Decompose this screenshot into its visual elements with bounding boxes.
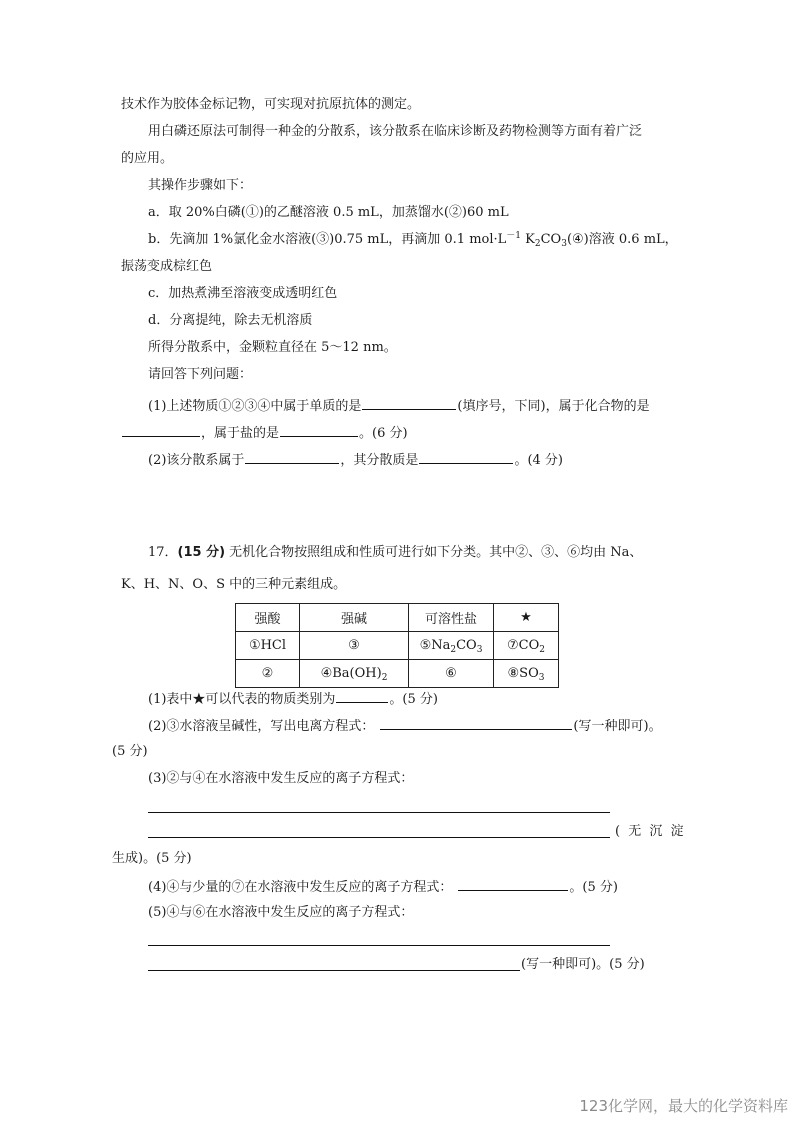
table-header-row (236, 604, 559, 632)
q17-sub4-text-a: (4)④与少量的⑦在水溶液中发生反应的离子方程式： (148, 880, 453, 895)
q17-stem-text-a: 无机化合物按照组成和性质可进行如下分类。其中②、③、⑥均由 Na、 (225, 545, 643, 560)
step-b-sub1: 2 (534, 239, 541, 249)
q17-sub4-text-b: 。(5 分) (569, 880, 618, 895)
q16-sub2 (148, 451, 563, 469)
q16-step-b-continued: 振荡变成棕红色 (121, 259, 213, 274)
cell-subscript: 2 (450, 645, 457, 655)
q17-sub3-line3: 生成)。(5 分) (112, 851, 192, 866)
answer-blank-compounds[interactable] (122, 424, 200, 437)
q16-paragraph2-line1: 用白磷还原法可制得一种金的分散系，该分散系在临床诊断及药物检测等方面有着广泛 (148, 124, 643, 139)
cell-text: ⑧SO (507, 666, 539, 681)
q16-sub1-line2 (121, 424, 408, 442)
table-cell (236, 660, 300, 688)
answer-line-sub3-2[interactable] (148, 837, 610, 838)
cell-subscript: 2 (539, 645, 545, 655)
q16-sub1-text-b: (填序号，下同)，属于化合物的是 (457, 399, 650, 414)
step-b-text1: b．先滴加 1%氯化金水溶液(③)0.75 mL，再滴加 0.1 mol·L (148, 232, 507, 247)
q16-sub2-text-c: 。(4 分) (514, 453, 563, 468)
q16-steps-intro: 其操作步骤如下： (148, 178, 253, 193)
table-row (236, 660, 559, 688)
q17-sub2-line2: (5 分) (112, 744, 148, 759)
cell-subscript: 2 (381, 673, 388, 683)
answer-blank-star-category[interactable] (336, 690, 388, 703)
table-cell (300, 632, 409, 660)
q16-result: 所得分散系中，金颗粒直径在 5～12 nm。 (148, 340, 397, 355)
table-cell (409, 660, 494, 688)
answer-blank-dispersed-phase[interactable] (419, 451, 513, 464)
answer-blank-dispersion-type[interactable] (245, 451, 339, 464)
table-cell (300, 660, 409, 688)
q17-sub3-text-b: ( 无 沉 淀 (615, 824, 686, 839)
q17-sub1 (148, 690, 438, 708)
step-b-text3: CO (540, 232, 562, 247)
q17-sub2-text-b: (写一种即可)。 (573, 719, 662, 734)
watermark: 123化学网，最大的化学资料库 (579, 1097, 788, 1115)
header-strong-base: 强碱 (300, 604, 409, 632)
q17-stem-line2: K、H、N、O、S 中的三种元素组成。 (121, 577, 347, 592)
q16-sub2-text-b: ，其分散质是 (340, 453, 419, 468)
q17-score: (15 分) (177, 545, 226, 560)
step-b-sub2: 3 (561, 239, 567, 249)
cell-text: ② (261, 666, 274, 681)
q17-sub1-text-b: 。(5 分) (389, 692, 438, 707)
q17-sub3-line1: (3)②与④在水溶液中发生反应的离子方程式： (148, 771, 414, 786)
cell-subscript: 3 (476, 645, 483, 655)
q17-stem-line1 (148, 545, 642, 561)
table-cell (494, 660, 559, 688)
cell-text: ⑤Na (419, 638, 451, 653)
cell-text: ⑦CO (507, 638, 540, 653)
cell-text: ④Ba(OH) (320, 666, 382, 681)
header-star-icon: ★ (494, 604, 559, 632)
cell-text: ⑥ (445, 666, 457, 681)
answer-line-sub5-2[interactable] (148, 970, 520, 971)
step-b-text2: K (521, 232, 535, 247)
table-cell (409, 632, 494, 660)
cell-subscript: 3 (538, 673, 545, 683)
table-cell (494, 632, 559, 660)
q16-step-d: d．分离提纯，除去无机溶质 (148, 313, 313, 328)
cell-text: CO (456, 638, 477, 653)
answer-blank-salts[interactable] (280, 424, 358, 437)
q17-sub2-line1 (148, 717, 662, 735)
q17-sub2-text-a: (2)③水溶液呈碱性，写出电离方程式： (148, 719, 375, 734)
answer-line-sub3-1[interactable] (148, 812, 610, 813)
q16-step-b (148, 232, 678, 248)
q16-ask: 请回答下列问题： (148, 367, 253, 382)
q16-paragraph2-line2: 的应用。 (121, 151, 174, 166)
answer-blank-ionization-equation[interactable] (380, 717, 572, 730)
table-row (236, 632, 559, 660)
step-b-sup: －1 (506, 231, 522, 241)
q16-context-line1: 技术作为胶体金标记物，可实现对抗原抗体的测定。 (121, 97, 421, 112)
answer-blank-sub4[interactable] (458, 878, 568, 891)
q16-step-a: a．取 20%白磷(①)的乙醚溶液 0.5 mL，加蒸馏水(②)60 mL (148, 205, 509, 220)
q16-sub1-text-a: (1)上述物质①②③④中属于单质的是 (148, 399, 362, 414)
answer-blank-elements[interactable] (362, 397, 456, 410)
cell-text: ①HCl (248, 638, 287, 653)
cell-text: ③ (348, 638, 360, 653)
q17-sub4 (148, 878, 618, 896)
q17-number: 17． (148, 545, 178, 560)
header-soluble-salt: 可溶性盐 (409, 604, 494, 632)
classification-table (235, 603, 559, 688)
q16-sub1-text-d: 。(6 分) (359, 426, 408, 441)
q16-sub1-line1 (148, 397, 650, 415)
step-b-text4: (④)溶液 0.6 mL， (566, 232, 678, 247)
answer-line-sub5-1[interactable] (148, 945, 610, 946)
table-cell (236, 632, 300, 660)
q17-sub5-text-b: (写一种即可)。(5 分) (521, 957, 645, 972)
q16-sub1-text-c: ，属于盐的是 (201, 426, 280, 441)
header-strong-acid: 强酸 (236, 604, 300, 632)
q17-sub1-text-a: (1)表中★可以代表的物质类别为 (148, 692, 336, 707)
q17-sub5-line1: (5)④与⑥在水溶液中发生反应的离子方程式： (148, 905, 414, 920)
q16-sub2-text-a: (2)该分散系属于 (148, 453, 245, 468)
q16-step-c: c．加热煮沸至溶液变成透明红色 (148, 286, 338, 301)
